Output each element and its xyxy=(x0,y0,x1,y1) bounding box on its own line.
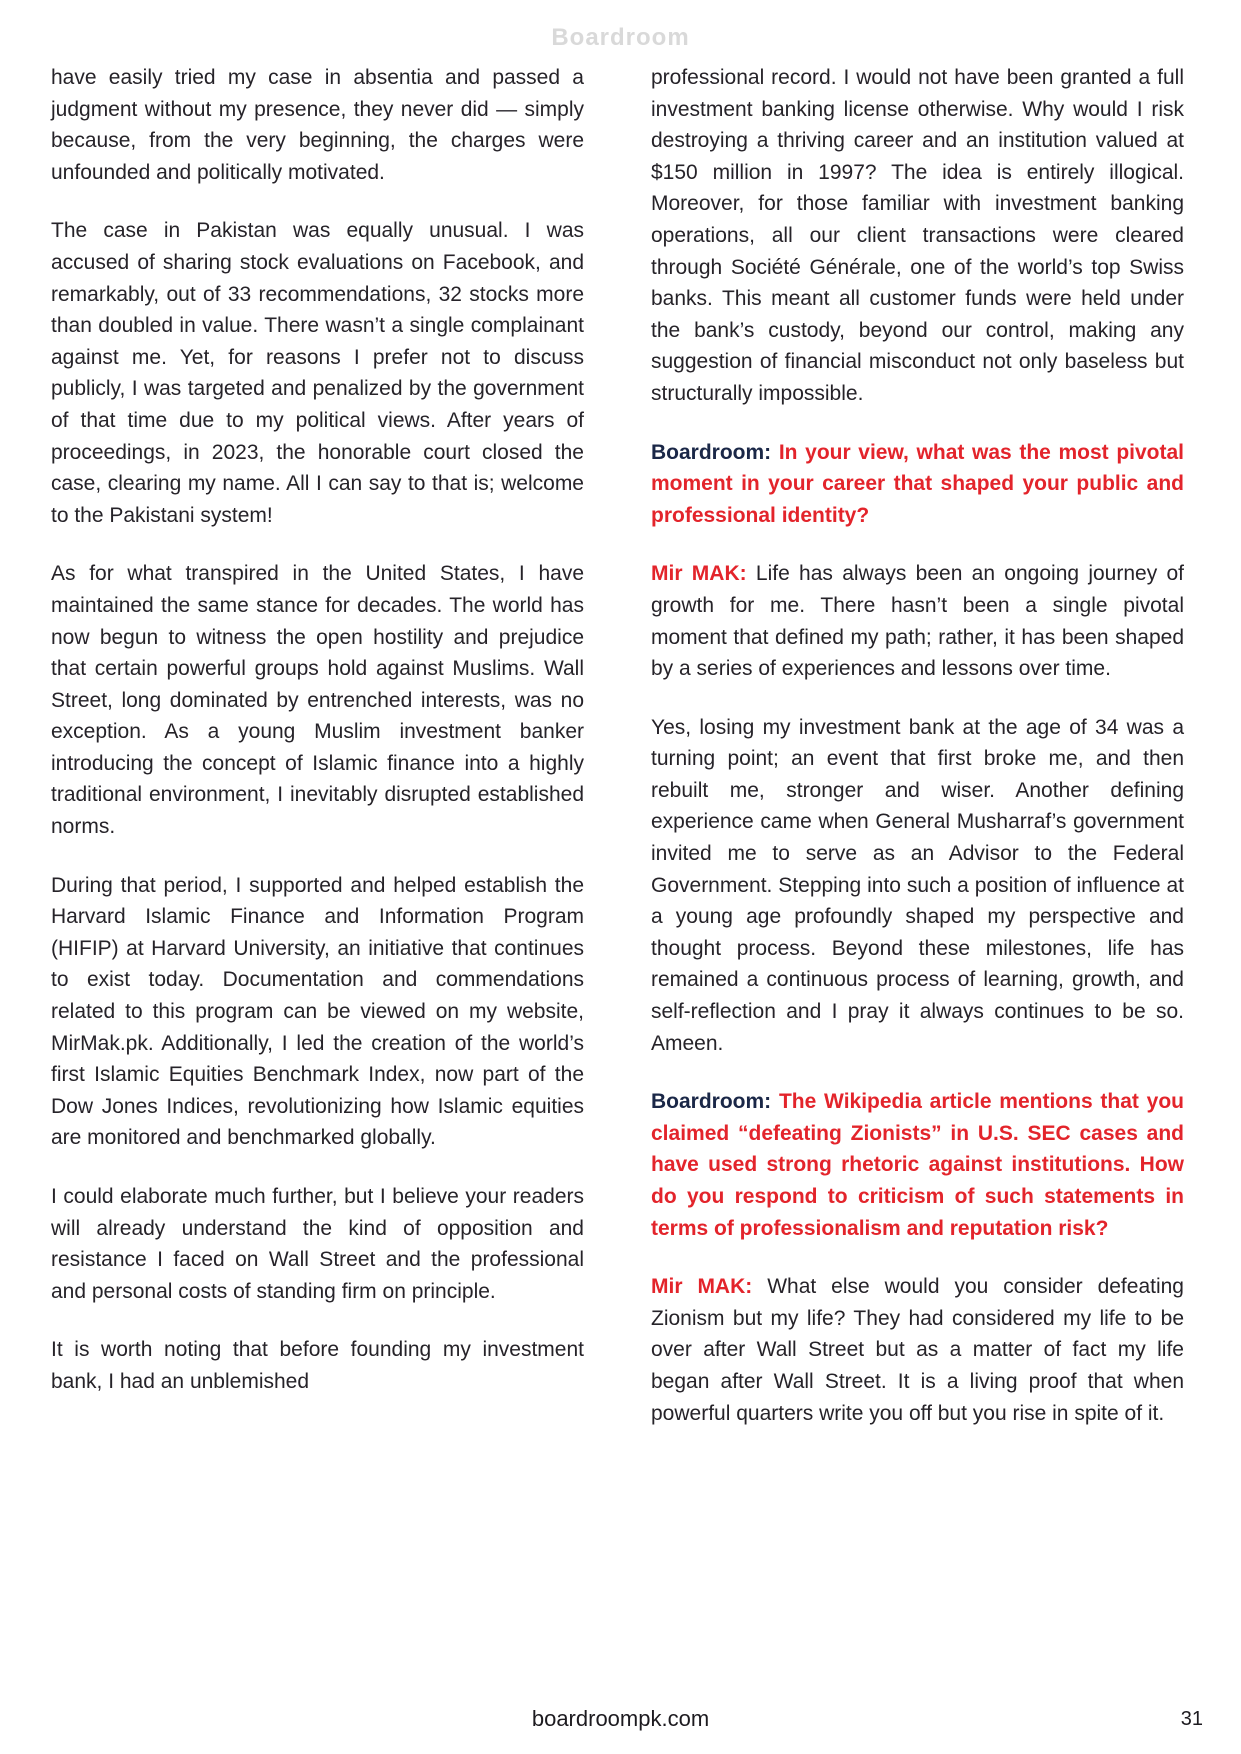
right-paragraph-1: professional record. I would not have been granted a full investment banking license otherwise. Why would I risk destroying a thriving career and an institution valued at $150 million in 1997? The idea is entirely illogical. Moreover, for those familiar with investment banking operations, all our client transactions were cleared through Société Générale, one of the world’s top Swiss banks. This meant all customer funds were held under the bank’s custody, beyond our control, making any suggestion of financial misconduct not only baseless but structurally impossible. xyxy=(651,66,1184,405)
interview-question-2 xyxy=(651,1086,1184,1244)
right-paragraph-2: Yes, losing my investment bank at the age of 34 was a turning point; an event that first broke me, and then rebuilt me, stronger and wiser. Another defining experience came when General Musharraf’s government invited me to serve as an Advisor to the Federal Government. Stepping into such a position of influence at a young age profoundly shaped my perspective and thought process. Beyond these milestones, life has remained a continuous process of learning, growth, and self-reflection and I pray it always continues to be so. Ameen. xyxy=(651,715,1184,1055)
website-url: boardroompk.com xyxy=(531,1706,710,1731)
interview-answer-2 xyxy=(651,1271,1184,1429)
answer-text: Life has always been an ongoing journey of growth for me. There hasn’t been a single pivotal moment that defined my path; rather, it has been shaped by a series of experiences and lessons over time. xyxy=(651,562,1185,681)
question-label: Boardroom: xyxy=(651,440,772,464)
left-paragraph-2: The case in Pakistan was equally unusual. I was accused of sharing stock evaluations on Facebook, and remarkably, out of 33 recommendations, 32 stocks more than doubled in value. There wasn’t a single complainant against me. Yet, for reasons I prefer not to discuss publicly, I was targeted and penalized by the government of that time due to my political views. After years of proceedings, in 2023, the honorable court closed the case, clearing my name. All I can say to that is; welcome to the Pakistani system! xyxy=(51,219,584,527)
page-number: 31 xyxy=(1180,1708,1203,1730)
answer-label: Mir MAK: xyxy=(651,562,747,586)
left-column xyxy=(51,62,584,1698)
left-paragraph-3: As for what transpired in the United States, I have maintained the same stance for decades. The world has now begun to witness the open hostility and prejudice that certain powerful groups hold against Muslims. Wall Street, long dominated by entrenched interests, was no exception. As a young Muslim investment banker introducing the concept of Islamic finance into a highly traditional environment, I inevitably disrupted established norms. xyxy=(51,562,584,839)
right-column xyxy=(651,62,1184,1698)
left-paragraph-4: During that period, I supported and helped establish the Harvard Islamic Finance and Information Program (HIFIP) at Harvard University, an initiative that continues to exist today. Documentation and commendations related to this program can be viewed on my website, MirMak.pk. Additionally, I led the creation of the world’s first Islamic Equities Benchmark Index, now part of the Dow Jones Indices, revolutionizing how Islamic equities are monitored and benchmarked globally. xyxy=(51,873,584,1150)
left-paragraph-6: It is worth noting that before founding my investment bank, I had an unblemished xyxy=(51,1338,584,1393)
question-text: In your view, what was the most pivotal moment in your career that shaped your public and professional identity? xyxy=(651,440,1184,527)
left-paragraph-1: have easily tried my case in absentia and passed a judgment without my presence, they never did — simply because, from the very beginning, the charges were unfounded and politically motivated. xyxy=(51,66,584,184)
interview-answer-1 xyxy=(651,558,1184,684)
page-footer xyxy=(0,1698,1241,1754)
question-label: Boardroom: xyxy=(651,1090,772,1114)
running-head-title: Boardroom xyxy=(551,24,690,51)
answer-text: What else would you consider defeating Zionism but my life? They had considered my life to be over after Wall Street but as a matter of fact my life began after Wall Street. It is a living proof that when powerful quarters write you off but you rise in spite of it. xyxy=(651,1275,1184,1425)
interview-question-1 xyxy=(651,437,1184,532)
page-header xyxy=(0,0,1241,52)
left-paragraph-5: I could elaborate much further, but I believe your readers will already understand the kind of opposition and resistance I faced on Wall Street and the professional and personal costs of standing firm on principle. xyxy=(51,1185,584,1303)
two-column-layout xyxy=(0,52,1241,1698)
question-text: The Wikipedia article mentions that you claimed “defeating Zionists” in U.S. SEC cases and have used strong rhetoric against institutions. How do you respond to criticism of such statements in terms of professionalism and reputation risk? xyxy=(651,1090,1184,1240)
answer-label: Mir MAK: xyxy=(651,1275,753,1299)
